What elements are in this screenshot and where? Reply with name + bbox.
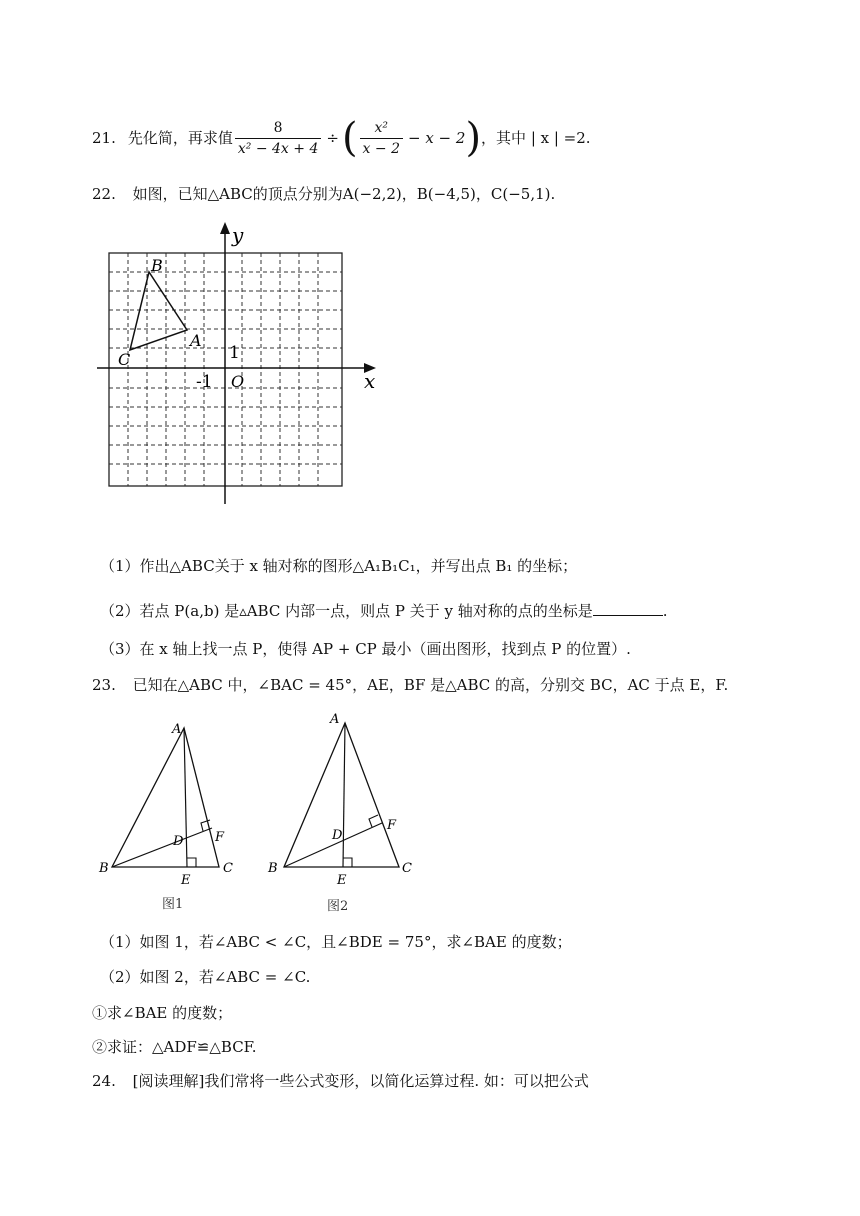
fig2-label-c: C (402, 861, 412, 876)
q22-tick-y: 1 (229, 343, 240, 363)
q22-label-c: C (118, 350, 131, 369)
q22-y-axis-arrow (220, 222, 230, 234)
fig1-label-b: B (99, 861, 109, 876)
q23-stem: 已知在△ABC 中，∠BAC = 45°，AE，BF 是△ABC 的高，分别交 BC，AC 于点 E，F. (132, 676, 729, 694)
q21-frac2-denominator: x − 2 (362, 140, 400, 157)
q21-frac2-numerator: x² (360, 118, 403, 139)
q23-part1: （1）如图 1，若∠ABC < ∠C，且∠BDE = 75°，求∠BAE 的度数； (100, 933, 572, 951)
fig2-label-a: A (330, 712, 340, 727)
q23-sub1: ①求∠BAE 的度数； (92, 1004, 233, 1022)
q22-triangle-abc (130, 272, 187, 350)
fig1-label-f: F (215, 830, 225, 845)
q22-answer-blank (593, 601, 663, 616)
fig1-label-d: D (173, 834, 184, 849)
q21-suffix: ，其中 | x | =2. (481, 129, 591, 147)
q23-part2: （2）如图 2，若∠ABC = ∠C. (100, 968, 311, 986)
fig1-altitude-ae (184, 728, 187, 867)
fig1-altitude-bf (112, 828, 212, 867)
q23-sub2: ②求证：△ADF≌△BCF. (92, 1038, 257, 1056)
q22-label-origin: O (231, 372, 245, 391)
q23-stem-line (92, 675, 728, 695)
q21-fraction-1 (235, 118, 321, 159)
fig2-right-angle-e (343, 858, 352, 867)
q23-figure-2 (258, 708, 418, 913)
fig2-label-b: B (268, 861, 278, 876)
q22-stem: 如图，已知△ABC的顶点分别为A(−2,2)，B(−4,5)，C(−5,1). (132, 185, 556, 203)
q22-part2-suffix: . (662, 602, 668, 620)
fig1-caption: 图1 (162, 897, 184, 912)
q22-stem-line (92, 184, 555, 204)
fig2-triangle (284, 723, 399, 867)
fig2-caption: 图2 (327, 899, 349, 913)
q24-text: [阅读理解]我们常将一些公式变形，以简化运算过程. 如：可以把公式 (132, 1072, 589, 1090)
q22-number: 22. (92, 185, 116, 203)
fig2-label-d: D (332, 828, 343, 843)
fig1-label-a: A (172, 722, 182, 737)
q21-fraction-2 (360, 118, 403, 159)
q24-number: 24. (92, 1072, 116, 1090)
q21-number: 21. (92, 129, 116, 147)
fig2-label-e: E (337, 873, 347, 888)
fig2-altitude-ae (343, 723, 345, 867)
q22-tick-x: -1 (196, 372, 213, 392)
q22-part2-line (100, 601, 668, 621)
q22-label-a: A (190, 331, 202, 350)
q23-number: 23. (92, 676, 116, 694)
q21-right-paren: ) (465, 115, 482, 161)
q21-frac1-denominator: x² − 4x + 4 (237, 140, 319, 157)
q22-part3: （3）在 x 轴上找一点 P，使得 AP + CP 最小（画出图形，找到点 P 的位置）. (100, 640, 631, 658)
fig1-label-e: E (181, 873, 191, 888)
fig1-right-angle-e (187, 858, 196, 867)
q24-line (92, 1071, 589, 1091)
q22-coordinate-figure (92, 220, 382, 510)
fig2-label-f: F (387, 818, 397, 833)
q22-part2-prefix: （2）若点 P(a,b) 是▵ABC 内部一点，则点 P 关于 y 轴对称的点的坐标是 (100, 602, 593, 620)
fig1-label-c: C (223, 861, 233, 876)
q23-figure-1 (92, 715, 252, 920)
q21-left-paren: ( (341, 115, 358, 161)
q21-frac1-numerator: 8 (235, 118, 321, 139)
q21-divide-sign: ÷ (326, 129, 339, 147)
q21-line (92, 115, 591, 161)
q22-label-x: x (364, 369, 376, 393)
q22-label-b: B (151, 256, 163, 275)
q22-part1: （1）作出△ABC关于 x 轴对称的图形△A₁B₁C₁，并写出点 B₁ 的坐标； (100, 557, 578, 575)
q22-label-y: y (232, 223, 244, 247)
q21-paren-tail: − x − 2 (407, 129, 466, 147)
q21-prefix: 先化简，再求值 (127, 129, 233, 147)
